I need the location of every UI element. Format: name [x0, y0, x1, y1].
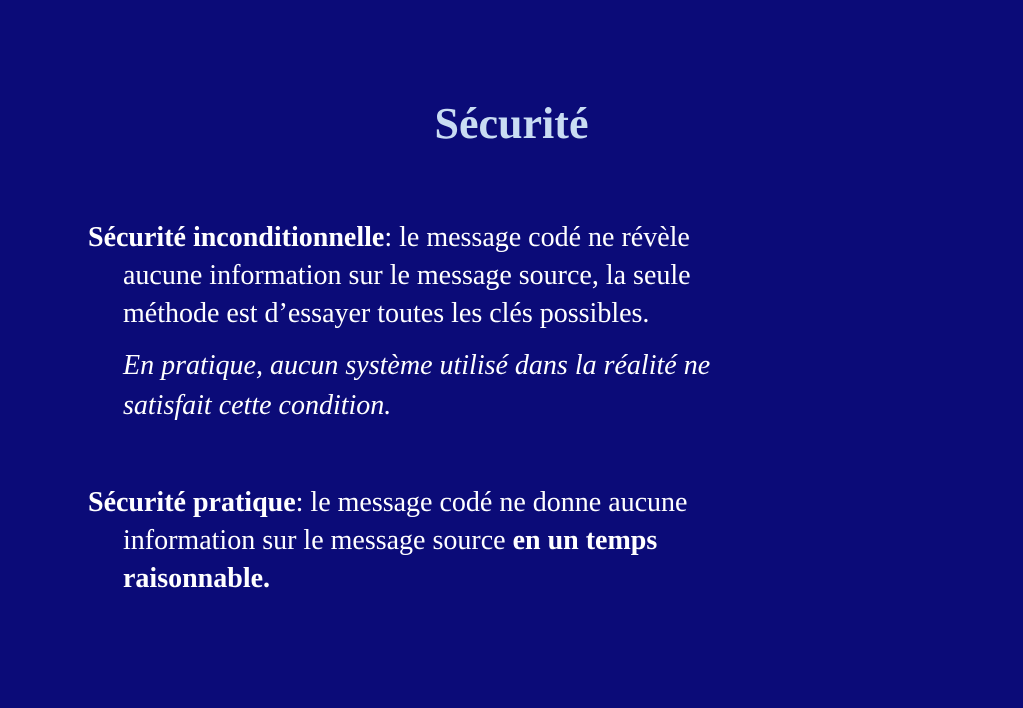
- section-2-line-2: [88, 522, 898, 560]
- section-2-emphasis-2: raisonnable.: [123, 563, 271, 594]
- practical-note: [123, 346, 923, 426]
- section-2-line-3: [88, 560, 898, 598]
- term-practical-security: Sécurité pratique: [88, 487, 296, 518]
- section-2-line-1-text: : le message codé ne donne aucune: [295, 487, 688, 518]
- note-line-2: satisfait cette condition.: [123, 390, 392, 421]
- section-1-line-1: [88, 219, 898, 257]
- section-2-line-1: [88, 484, 898, 522]
- section-1-line-1-text: : le message codé ne révèle: [384, 222, 690, 253]
- note-line-1: En pratique, aucun système utilisé dans la réalité ne: [123, 350, 711, 381]
- section-1-line-2: aucune information sur le message source, la seule: [123, 260, 691, 291]
- section-1-line-3: méthode est d’essayer toutes les clés possibles.: [123, 298, 650, 329]
- slide-title: Sécurité: [434, 99, 589, 148]
- section-practical-security: [88, 484, 898, 598]
- section-2-emphasis-1: en un temps: [512, 525, 658, 556]
- section-unconditional-security: [88, 219, 898, 333]
- section-2-line-2-text: information sur le message source: [123, 525, 513, 556]
- term-unconditional-security: Sécurité inconditionnelle: [88, 222, 385, 253]
